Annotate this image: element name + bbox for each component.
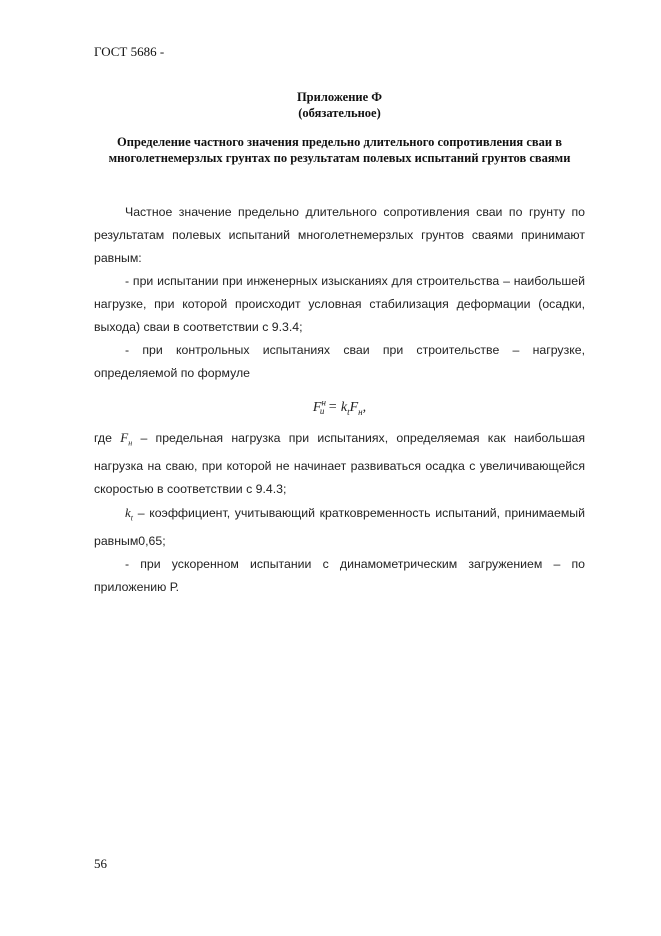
appendix-title: Приложение Ф <box>296 90 383 104</box>
appendix-heading: Определение частного значения предельно длительного сопротивления сваи в многолетнемерзлых грунтах по результатам полевых испытаний грунтов сваями <box>108 135 571 165</box>
paragraph-accelerated-testing: - при ускоренном испытании с динамометрическим загружением – по приложению Р. <box>94 556 585 594</box>
symbol-fn: $F_н$ <box>120 430 133 449</box>
appendix-header <box>94 89 585 121</box>
body-text <box>94 201 585 599</box>
symbol-kt: $k_t$ <box>125 505 134 523</box>
formula <box>94 387 585 426</box>
paragraph-control-testing: - при контрольных испытаниях сваи при строительстве – нагрузке, определяемой по формуле <box>94 343 585 380</box>
document-code: ГОСТ 5686 - <box>94 44 165 59</box>
page-number: 56 <box>94 856 107 871</box>
formula-equals: = <box>327 399 338 415</box>
paragraph-where-fn: где $F_н$ – предельная нагрузка при испытаниях, определяемая как наибольшая нагрузка на сваю, при которой не начинает развиваться осадка с увеличивающейся скоростью в соответствии с 9.4.3; <box>94 430 585 497</box>
paragraph-intro: Частное значение предельно длительного сопротивления сваи по грунту по результатам полевых испытаний многолетнемерзлых грунтов сваями принимают равным: <box>94 205 585 265</box>
formula-lhs: $F^н_и$ <box>312 397 326 417</box>
paragraph-survey-testing: - при испытании при инженерных изысканиях для строительства – наибольшей нагрузке, при которой происходит условная стабилизация деформации (осадки, выхода) сваи в соответствии с 9.3.4; <box>94 274 585 334</box>
appendix-subtitle: (обязательное) <box>298 106 381 120</box>
paragraph-where-kt: $k_t$ – коэффициент, учитывающий кратковременность испытаний, принимаемый равным0,65; <box>94 505 586 548</box>
formula-rhs: $k_tF_н$, <box>340 399 367 417</box>
